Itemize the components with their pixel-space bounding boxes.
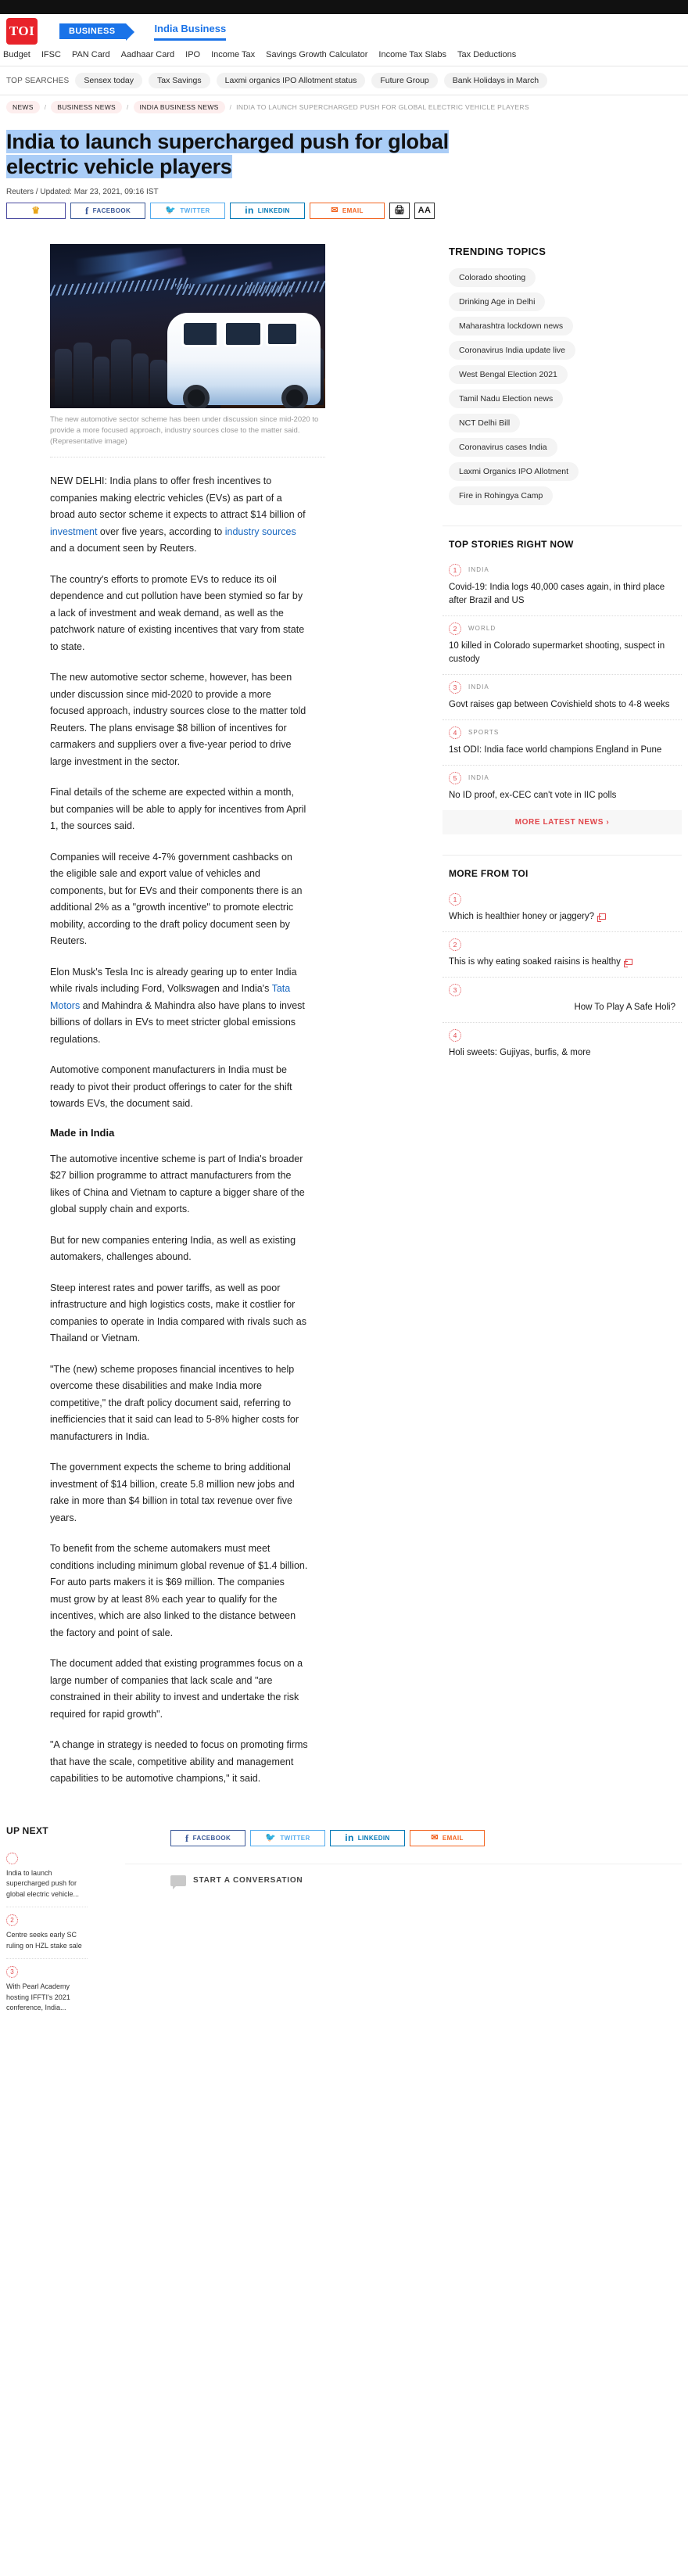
share-facebook-button[interactable]: [70, 203, 145, 219]
share-email-button-bottom[interactable]: [410, 1830, 485, 1846]
sidebar: [428, 227, 688, 1067]
rank-badge: 5: [449, 772, 461, 784]
share-email-label: EMAIL: [442, 1834, 464, 1842]
rank-badge: [6, 1853, 18, 1864]
article-figure-wrap: [6, 227, 422, 458]
photo-caption: The new automotive sector scheme has been under discussion since mid-2020 to provide a more focused approach, industry sources close to the matter said. (Representative image): [50, 414, 319, 447]
breadcrumb-separator: /: [229, 103, 232, 111]
rank-badge: 2: [449, 938, 461, 951]
story-category: INDIA: [468, 774, 489, 782]
paragraph-text: NEW DELHI: India plans to offer fresh incentives to companies making electric vehicles (EVs) as part of a broad auto sector scheme it expects to attract $14 billion of: [50, 475, 306, 521]
article-photo: [50, 244, 325, 408]
story-category: SPORTS: [468, 729, 500, 737]
gallery-icon: [625, 959, 632, 965]
top-black-strip: [0, 0, 688, 14]
breadcrumb-separator: /: [44, 103, 47, 111]
nav-item[interactable]: IFSC: [41, 50, 61, 59]
start-conversation-bar[interactable]: [125, 1864, 682, 1897]
share-linkedin-button-bottom[interactable]: [330, 1830, 405, 1846]
story-meta: [449, 984, 675, 996]
top-story-item[interactable]: [443, 674, 682, 719]
article-paragraph: The government expects the scheme to bring additional investment of $14 billion, create 5.8 million new jobs and rake in more than $4 billion in total tax revenue over five years.: [50, 1462, 295, 1523]
trending-chip[interactable]: Laxmi Organics IPO Allotment: [449, 462, 579, 481]
breadcrumb-separator: /: [126, 103, 129, 111]
breadcrumb-item[interactable]: INDIA BUSINESS NEWS: [134, 101, 225, 113]
headline-line-2: electric vehicle players: [6, 154, 232, 178]
rank-badge: 2: [6, 1914, 18, 1926]
share-linkedin-label: LINKEDIN: [257, 206, 290, 214]
share-email-label: EMAIL: [342, 206, 364, 214]
trending-chip[interactable]: Tamil Nadu Election news: [449, 389, 563, 408]
trending-chip[interactable]: West Bengal Election 2021: [449, 365, 568, 384]
linkedin-icon: in: [245, 205, 254, 217]
more-from-toi-panel: [443, 855, 682, 1067]
more-latest-news-link[interactable]: MORE LATEST NEWS ›: [443, 810, 682, 834]
story-title[interactable]: Govt raises gap between Covishield shots to 4-8 weeks: [449, 699, 670, 709]
article-subheading: Made in India: [50, 1126, 115, 1139]
facebook-icon: f: [84, 204, 89, 217]
section-pill-business[interactable]: BUSINESS: [59, 23, 126, 39]
rank-badge: 4: [449, 1029, 461, 1042]
search-chip[interactable]: Tax Savings: [149, 73, 210, 88]
top-story-item[interactable]: [443, 615, 682, 674]
bottom-main: [94, 1825, 688, 2021]
up-next-item[interactable]: [6, 1907, 88, 1958]
share-linkedin-label: LINKEDIN: [357, 1834, 390, 1842]
search-chip[interactable]: Bank Holidays in March: [444, 73, 547, 88]
rank-badge: 4: [449, 727, 461, 739]
rank-badge: 1: [449, 893, 461, 906]
story-title[interactable]: 10 killed in Colorado supermarket shooting, suspect in custody: [449, 640, 665, 664]
nav-item[interactable]: PAN Card: [71, 50, 110, 59]
story-category: INDIA: [468, 683, 489, 691]
more-from-toi-item[interactable]: [443, 931, 682, 977]
twitter-icon: 🐦: [265, 1832, 277, 1842]
trending-chip[interactable]: Coronavirus India update live: [449, 341, 575, 360]
nav-item[interactable]: Tax Deductions: [457, 50, 517, 59]
up-next-title-text: With Pearl Academy hosting IFFTI's 2021 conference, India...: [6, 1982, 70, 2012]
trending-chip[interactable]: Colorado shooting: [449, 268, 536, 287]
up-next-title-text: India to launch supercharged push for global electric vehicle...: [6, 1868, 80, 1898]
share-facebook-label: FACEBOOK: [192, 1834, 231, 1842]
story-title[interactable]: 1st ODI: India face world champions England in Pune: [449, 744, 662, 755]
print-button[interactable]: [389, 203, 410, 219]
story-title[interactable]: How To Play A Safe Holi?: [574, 1002, 675, 1012]
trending-topics-list: [443, 268, 682, 505]
article-paragraph: Final details of the scheme are expected within a month, but companies will be able to apply for incentives from April 1, the sources said.: [50, 787, 306, 832]
linkedin-icon: in: [345, 1832, 354, 1844]
article-paragraph: Elon Musk's Tesla Inc is already gearing up to enter India while rivals including Ford, Volkswagen and India's Tata Motors and Mahindra & Mahindra also have plans to invest billions of dollars in EVs to meet stricter global emissions regulations.: [50, 966, 305, 1045]
top-searches-label: TOP SEARCHES: [6, 76, 70, 85]
tab-india-business[interactable]: India Business: [154, 23, 226, 41]
share-facebook-label: FACEBOOK: [92, 206, 131, 214]
twitter-icon: 🐦: [165, 205, 177, 215]
article-paragraph: The automotive incentive scheme is part of India's broader $27 billion programme to attract manufacturers from the likes of China and Vietnam to capture a bigger share of the global supply chain and exports.: [50, 1153, 305, 1215]
article-paragraph: Steep interest rates and power tariffs, as well as poor infrastructure and high logistics costs, make it costlier for companies to operate in India compared with rivals such as Thailand or Vietnam.: [50, 1282, 306, 1344]
up-next-title-text: Centre seeks early SC ruling on HZL stake sale: [6, 1931, 82, 1950]
article-body: [6, 457, 325, 1788]
story-meta: [449, 564, 675, 576]
story-meta: [449, 727, 675, 739]
article-paragraph: But for new companies entering India, as well as existing automakers, challenges abound.: [50, 1234, 296, 1263]
crown-icon: ♛: [31, 205, 41, 217]
story-meta: [449, 938, 675, 951]
share-facebook-button-bottom[interactable]: [170, 1830, 245, 1846]
masthead: [0, 14, 688, 45]
trending-chip[interactable]: Maharashtra lockdown news: [449, 317, 573, 335]
article-paragraph: To benefit from the scheme automakers must meet conditions including minimum global revenue of $1.4 billion. For auto parts makers it is $69 million. The companies must grow by at least 8% each year to qualify for the incentives, which are also linked to the distance between the factory and point of sale.: [50, 1543, 308, 1638]
share-bar: [0, 201, 688, 227]
article-paragraph: Automotive component manufacturers in India must be ready to pivot their product offerings to cater for the shift towards EVs, the document said.: [50, 1064, 292, 1110]
trending-chip[interactable]: Drinking Age in Delhi: [449, 292, 545, 311]
article-paragraph: "The (new) scheme proposes financial incentives to help overcome these disabilities and make India more competitive," the draft policy document said, referring to inefficiencies that it said can lead to 5-8% higher costs for manufacturers in India.: [50, 1363, 299, 1442]
start-conversation-label: START A CONVERSATION: [193, 1876, 303, 1885]
story-category: WORLD: [468, 625, 496, 633]
rank-badge: 1: [449, 564, 461, 576]
story-title-text: Which is healthier honey or jaggery?: [449, 911, 595, 921]
nav-item[interactable]: Income Tax: [211, 50, 256, 59]
story-title[interactable]: Holi sweets: Gujiyas, burfis, & more: [449, 1047, 591, 1057]
rank-badge: 2: [449, 622, 461, 635]
gallery-icon: [599, 913, 606, 920]
up-next-panel: [0, 1825, 94, 2021]
nav-item[interactable]: Savings Growth Calculator: [266, 50, 368, 59]
article-paragraph: The new automotive sector scheme, however, has been under discussion since mid-2020 to provide a more focused approach, industry sources close to the matter told Reuters. The plans envisage $8 billion of incentives for carmakers and suppliers over a five-year period to drive large investment in the sector.: [50, 672, 306, 767]
nav-item[interactable]: Budget: [3, 50, 30, 59]
rank-badge: 3: [6, 1966, 18, 1978]
toi-plus-button[interactable]: [6, 203, 66, 219]
article-paragraph: "A change in strategy is needed to focus on promoting firms that have the scale, competitive ability and management capabilities to be automotive champions," it said.: [50, 1739, 308, 1785]
nav-item[interactable]: IPO: [185, 50, 201, 59]
font-size-button[interactable]: [414, 203, 435, 219]
byline: Reuters / Updated: Mar 23, 2021, 09:16 IST: [6, 187, 159, 196]
share-linkedin-button[interactable]: [230, 203, 305, 219]
story-category: INDIA: [468, 566, 489, 574]
share-twitter-label: TWITTER: [180, 206, 210, 214]
facebook-icon: f: [185, 1832, 189, 1844]
search-chip[interactable]: Sensex today: [75, 73, 142, 88]
more-from-toi-item[interactable]: [443, 1022, 682, 1067]
trending-topics-title: TRENDING TOPICS: [449, 245, 546, 257]
main-columns: [0, 227, 688, 1802]
top-searches-bar: [0, 66, 688, 95]
story-title-text: This is why eating soaked raisins is healthy: [449, 956, 621, 967]
story-title[interactable]: [449, 910, 675, 924]
story-meta: [449, 893, 675, 906]
story-title[interactable]: No ID proof, ex-CEC can't vote in IIC polls: [449, 790, 617, 800]
article-paragraph: The document added that existing programmes focus on a large number of companies that lack scale and "are constrained in their ability to invest and undertake the risk required for rapid growth".: [50, 1658, 303, 1720]
more-from-toi-item[interactable]: [443, 977, 682, 1022]
search-chip[interactable]: Future Group: [371, 73, 437, 88]
up-next-item[interactable]: [6, 1846, 88, 1907]
share-twitter-button-bottom[interactable]: [250, 1830, 325, 1846]
rank-badge: 3: [449, 681, 461, 694]
bottom-share-bar: [125, 1825, 682, 1864]
comment-bubble-icon: [170, 1875, 186, 1886]
font-size-icon: AA: [417, 205, 432, 215]
search-chip[interactable]: Laxmi organics IPO Allotment status: [217, 73, 366, 88]
top-stories-panel: [443, 526, 682, 834]
more-from-toi-item[interactable]: [443, 887, 682, 931]
envelope-icon: ✉: [431, 1832, 439, 1842]
article-paragraph: NEW DELHI: India plans to offer fresh incentives to companies making electric vehicles (EVs) as part of a broad auto sector scheme it expects to attract $14 billion of investment over five years, according to industry sources and a document seen by Reuters.: [50, 475, 306, 554]
story-meta: [449, 1029, 675, 1042]
story-meta: [449, 622, 675, 635]
article-figure: [50, 244, 325, 458]
rank-badge: 3: [449, 984, 461, 996]
nav-item[interactable]: Income Tax Slabs: [378, 50, 447, 59]
headline-line-1: India to launch supercharged push for global: [6, 130, 449, 153]
story-meta: [449, 772, 675, 784]
article-column: [0, 227, 428, 1802]
more-from-toi-title: MORE FROM TOI: [449, 867, 529, 879]
trending-chip[interactable]: Coronavirus cases India: [449, 438, 557, 457]
share-email-button[interactable]: [310, 203, 385, 219]
trending-chip[interactable]: NCT Delhi Bill: [449, 414, 520, 432]
electric-car-graphic: [167, 313, 321, 405]
story-title[interactable]: [449, 956, 675, 969]
breadcrumb: [0, 95, 688, 119]
breadcrumb-item[interactable]: NEWS: [6, 101, 40, 113]
top-stories-title: TOP STORIES RIGHT NOW: [449, 538, 574, 550]
article-paragraph: Companies will receive 4-7% government cashbacks on the eligible sale and export value of vehicles and components, but for EVs and their components there is an additional 2% as a "growth incentive" to promote electric mobility, according to the draft policy document seen by Reuters.: [50, 851, 303, 947]
secondary-nav: [0, 45, 688, 66]
up-next-item[interactable]: [6, 1958, 88, 2021]
link-tata-motors[interactable]: Tata Motors: [50, 983, 291, 1011]
link-investment[interactable]: investment: [50, 526, 98, 537]
link-industry-sources[interactable]: industry sources: [224, 526, 296, 537]
top-story-item[interactable]: [443, 558, 682, 615]
share-twitter-label: TWITTER: [280, 1834, 310, 1842]
top-story-item[interactable]: [443, 719, 682, 765]
up-next-title: UP NEXT: [6, 1824, 48, 1836]
breadcrumb-item[interactable]: BUSINESS NEWS: [51, 101, 122, 113]
nav-item[interactable]: Aadhaar Card: [120, 50, 175, 59]
envelope-icon: ✉: [331, 205, 339, 215]
bottom-area: [0, 1825, 688, 2021]
printer-icon: 🖨: [393, 205, 406, 215]
article-paragraph: The country's efforts to promote EVs to reduce its oil dependence and cut pollution have been stymied so far by a lack of investment and weak demand, as well as the patchwork nature of existing incentives that vary from state to state.: [50, 573, 305, 652]
top-story-item[interactable]: [443, 765, 682, 810]
trending-chip[interactable]: Fire in Rohingya Camp: [449, 486, 553, 505]
toi-logo[interactable]: TOI: [6, 18, 38, 45]
breadcrumb-current: INDIA TO LAUNCH SUPERCHARGED PUSH FOR GLOBAL ELECTRIC VEHICLE PLAYERS: [236, 103, 529, 111]
story-title[interactable]: Covid-19: India logs 40,000 cases again, in third place after Brazil and US: [449, 582, 665, 605]
page-title: [0, 119, 688, 181]
story-meta: [449, 681, 675, 694]
share-twitter-button[interactable]: [150, 203, 225, 219]
